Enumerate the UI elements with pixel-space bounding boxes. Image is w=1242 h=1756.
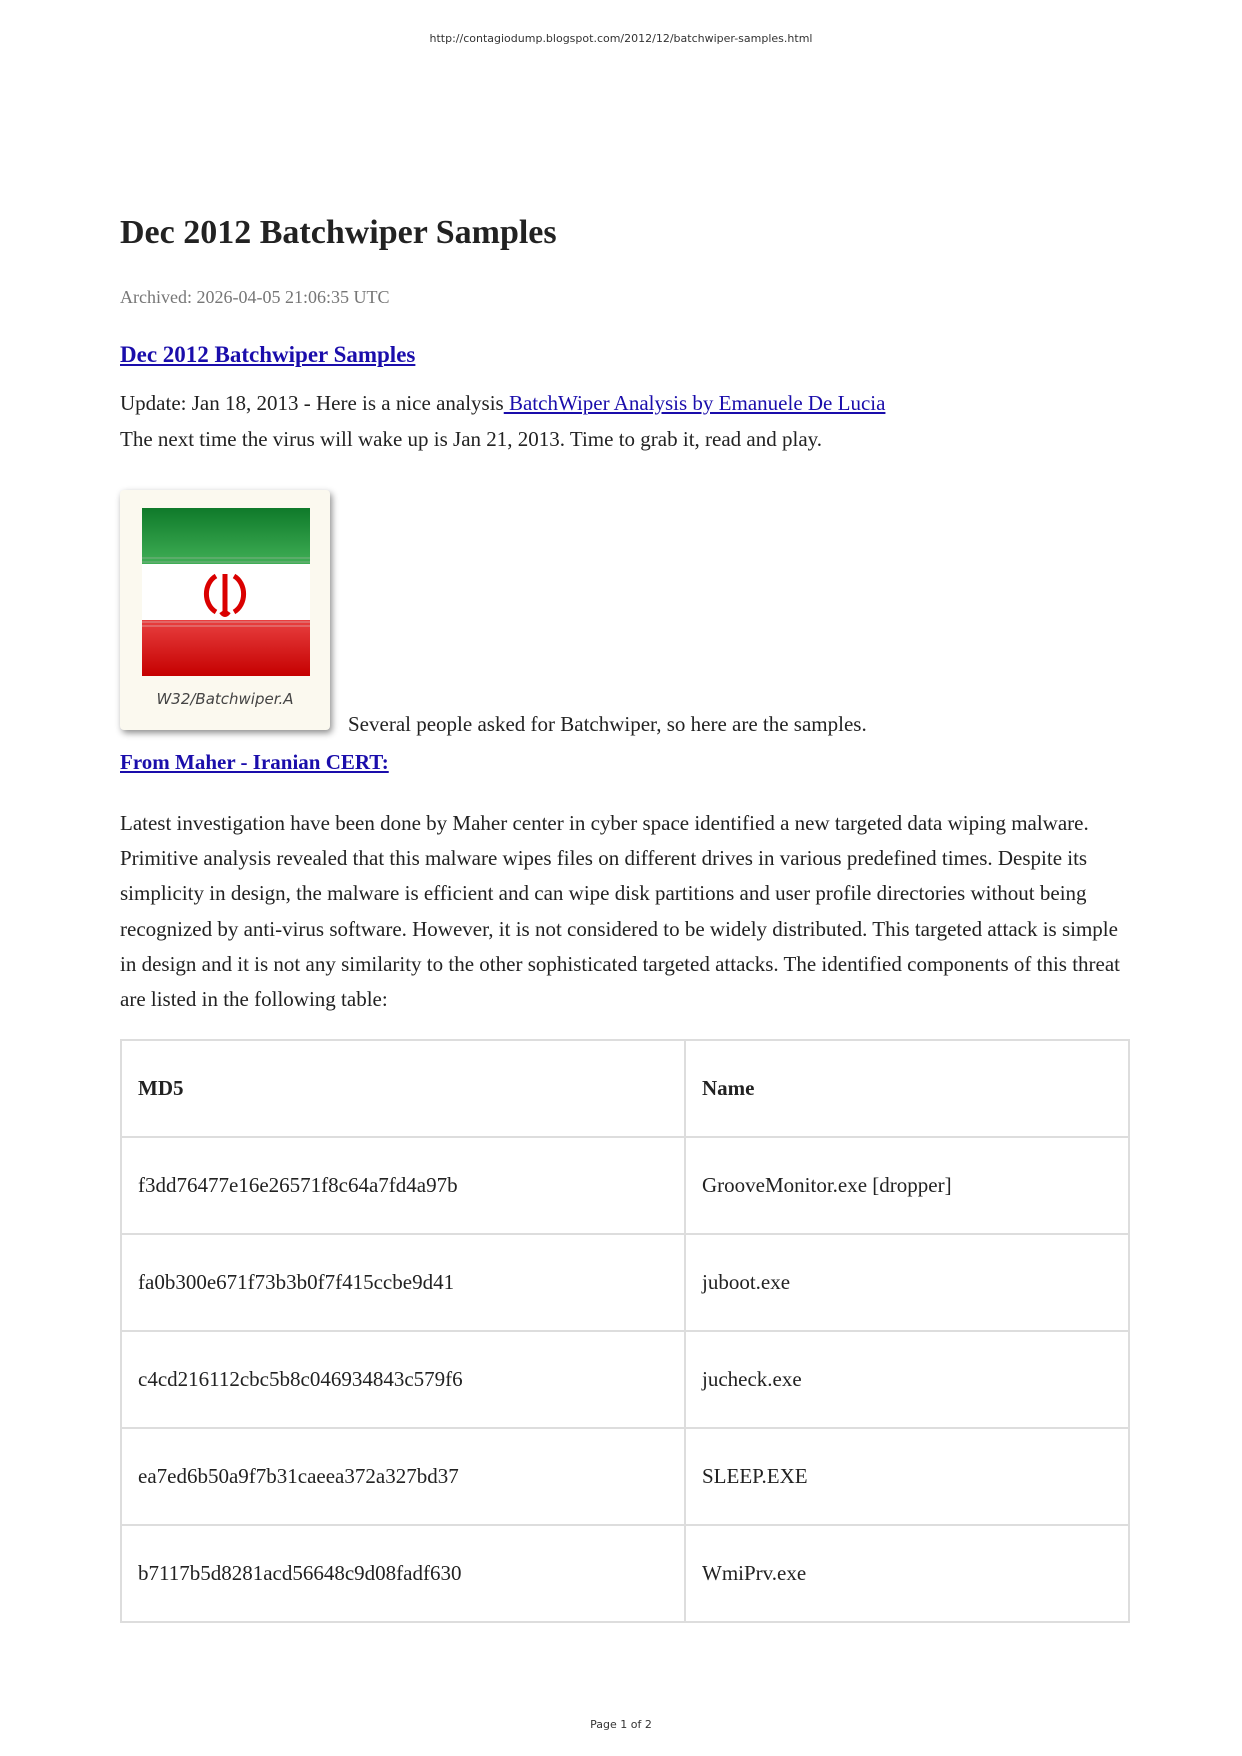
analysis-link[interactable]: BatchWiper Analysis by Emanuele De Lucia (503, 391, 886, 415)
figure-row (120, 490, 1130, 740)
md5-cell: ea7ed6b50a9f7b31caeea372a327bd37 (121, 1428, 685, 1525)
name-cell: GrooveMonitor.exe [dropper] (685, 1137, 1129, 1234)
md5-cell: b7117b5d8281acd56648c9d08fadf630 (121, 1525, 685, 1622)
table-row (121, 1331, 1129, 1428)
samples-text: Several people asked for Batchwiper, so here are the samples. (348, 712, 867, 736)
iran-flag-icon (120, 490, 330, 730)
header-md5: MD5 (121, 1040, 685, 1137)
name-cell: jucheck.exe (685, 1331, 1129, 1428)
next-time-line: The next time the virus will wake up is Jan 21, 2013. Time to grab it, read and play. (120, 427, 823, 451)
table-row (121, 1137, 1129, 1234)
table-header-row (121, 1040, 1129, 1137)
name-cell: WmiPrv.exe (685, 1525, 1129, 1622)
post-title-link[interactable]: Dec 2012 Batchwiper Samples (120, 342, 416, 367)
page-title: Dec 2012 Batchwiper Samples (120, 214, 557, 251)
table-row (121, 1428, 1129, 1525)
name-cell: SLEEP.EXE (685, 1428, 1129, 1525)
table-row (121, 1234, 1129, 1331)
table-row (121, 1525, 1129, 1622)
update-text: Update: Jan 18, 2013 - Here is a nice analysis (120, 391, 504, 415)
batchwiper-image[interactable] (120, 490, 330, 730)
name-cell: juboot.exe (685, 1234, 1129, 1331)
image-caption: W32/Batchwiper.A (156, 690, 294, 708)
update-line (120, 385, 885, 421)
archived-timestamp: Archived: 2026-04-05 21:06:35 UTC (120, 287, 390, 307)
md5-cell: f3dd76477e16e26571f8c64a7fd4a97b (121, 1137, 685, 1234)
page-url-header: http://contagiodump.blogspot.com/2012/12/batchwiper-samples.html (429, 32, 813, 45)
samples-table (120, 1039, 1130, 1623)
page-number-footer: Page 1 of 2 (590, 1718, 652, 1731)
investigation-paragraph: Latest investigation have been done by Maher center in cyber space identified a new targeted data wiping malware. Primitive analysis revealed that this malware wipes files on different drives in various predefined times. Despite its simplicity in design, the malware is efficient and can wipe disk partitions and user profile directories without being recognized by anti-virus software. However, it is not considered to be widely distributed. This targeted attack is simple in design and it is not any similarity to the other sophisticated targeted attacks. The identified components of this threat are listed in the following table: (120, 811, 1121, 1012)
header-name: Name (685, 1040, 1129, 1137)
maher-cert-link[interactable]: From Maher - Iranian CERT: (120, 750, 389, 774)
md5-cell: fa0b300e671f73b3b0f7f415ccbe9d41 (121, 1234, 685, 1331)
md5-cell: c4cd216112cbc5b8c046934843c579f6 (121, 1331, 685, 1428)
